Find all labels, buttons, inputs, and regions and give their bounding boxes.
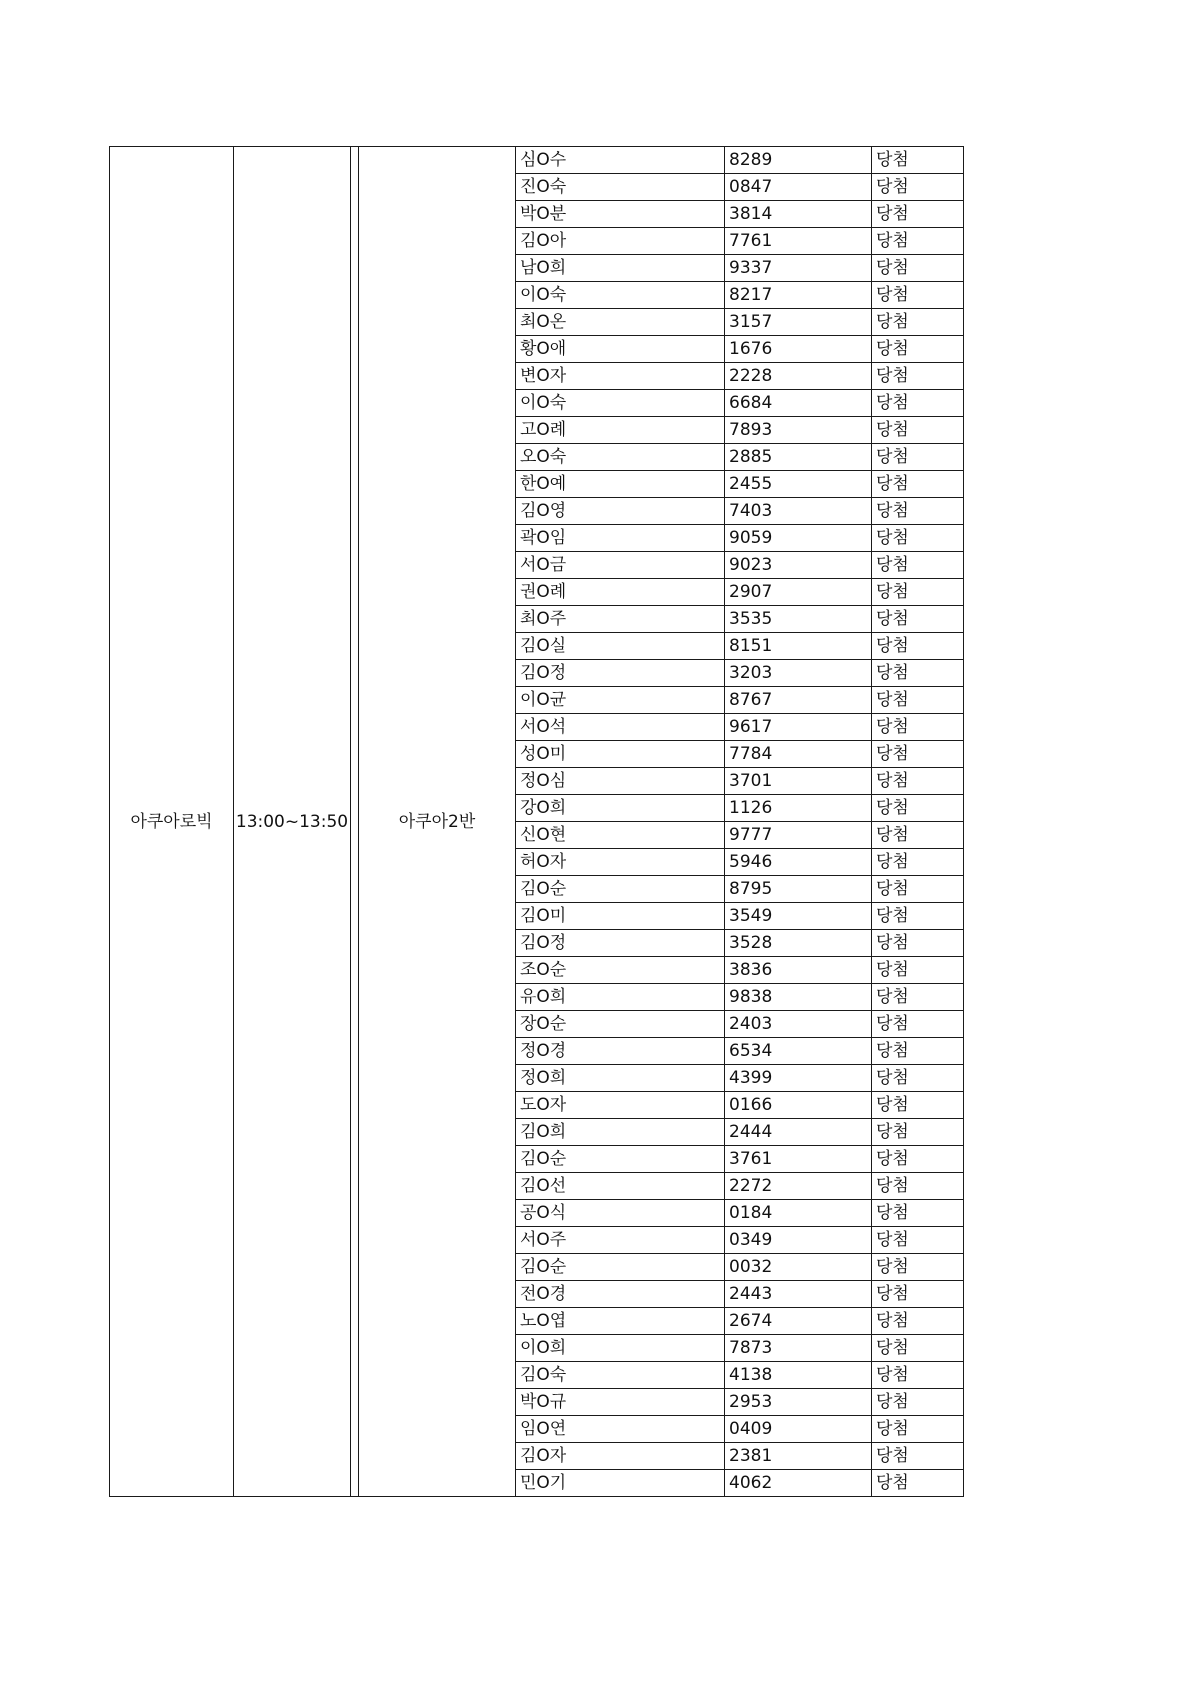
name-cell: 공O식 xyxy=(516,1200,725,1227)
number-cell: 9777 xyxy=(725,822,872,849)
result-cell: 당첨 xyxy=(872,849,964,876)
result-cell: 당첨 xyxy=(872,741,964,768)
name-cell: 김O순 xyxy=(516,1146,725,1173)
number-cell: 4062 xyxy=(725,1470,872,1497)
result-cell: 당첨 xyxy=(872,255,964,282)
result-cell: 당첨 xyxy=(872,309,964,336)
result-cell: 당첨 xyxy=(872,1389,964,1416)
result-cell: 당첨 xyxy=(872,1335,964,1362)
class-cell: 아쿠아2반 xyxy=(359,147,516,1497)
number-cell: 6684 xyxy=(725,390,872,417)
number-cell: 3814 xyxy=(725,201,872,228)
number-cell: 9023 xyxy=(725,552,872,579)
name-cell: 전O경 xyxy=(516,1281,725,1308)
result-cell: 당첨 xyxy=(872,822,964,849)
number-cell: 8767 xyxy=(725,687,872,714)
result-cell: 당첨 xyxy=(872,444,964,471)
number-cell: 3203 xyxy=(725,660,872,687)
number-cell: 3761 xyxy=(725,1146,872,1173)
name-cell: 박O규 xyxy=(516,1389,725,1416)
number-cell: 2674 xyxy=(725,1308,872,1335)
name-cell: 김O미 xyxy=(516,903,725,930)
result-cell: 당첨 xyxy=(872,633,964,660)
result-cell: 당첨 xyxy=(872,1011,964,1038)
result-cell: 당첨 xyxy=(872,201,964,228)
name-cell: 김O정 xyxy=(516,660,725,687)
result-cell: 당첨 xyxy=(872,903,964,930)
name-cell: 황O애 xyxy=(516,336,725,363)
result-cell: 당첨 xyxy=(872,876,964,903)
result-cell: 당첨 xyxy=(872,390,964,417)
number-cell: 8795 xyxy=(725,876,872,903)
number-cell: 7893 xyxy=(725,417,872,444)
name-cell: 이O균 xyxy=(516,687,725,714)
result-cell: 당첨 xyxy=(872,498,964,525)
name-cell: 조O순 xyxy=(516,957,725,984)
number-cell: 7873 xyxy=(725,1335,872,1362)
time-cell: 13:00~13:50 xyxy=(234,147,351,1497)
result-cell: 당첨 xyxy=(872,552,964,579)
result-cell: 당첨 xyxy=(872,606,964,633)
number-cell: 0184 xyxy=(725,1200,872,1227)
number-cell: 7761 xyxy=(725,228,872,255)
name-cell: 장O순 xyxy=(516,1011,725,1038)
result-cell: 당첨 xyxy=(872,768,964,795)
number-cell: 3836 xyxy=(725,957,872,984)
result-cell: 당첨 xyxy=(872,1308,964,1335)
number-cell: 2953 xyxy=(725,1389,872,1416)
result-cell: 당첨 xyxy=(872,984,964,1011)
number-cell: 0409 xyxy=(725,1416,872,1443)
name-cell: 변O자 xyxy=(516,363,725,390)
name-cell: 김O순 xyxy=(516,876,725,903)
number-cell: 3535 xyxy=(725,606,872,633)
result-cell: 당첨 xyxy=(872,1119,964,1146)
result-cell: 당첨 xyxy=(872,417,964,444)
number-cell: 2228 xyxy=(725,363,872,390)
result-cell: 당첨 xyxy=(872,336,964,363)
result-cell: 당첨 xyxy=(872,1200,964,1227)
name-cell: 김O순 xyxy=(516,1254,725,1281)
name-cell: 서O석 xyxy=(516,714,725,741)
name-cell: 신O현 xyxy=(516,822,725,849)
name-cell: 고O례 xyxy=(516,417,725,444)
result-cell: 당첨 xyxy=(872,1038,964,1065)
result-cell: 당첨 xyxy=(872,228,964,255)
name-cell: 김O정 xyxy=(516,930,725,957)
result-cell: 당첨 xyxy=(872,282,964,309)
name-cell: 유O희 xyxy=(516,984,725,1011)
result-cell: 당첨 xyxy=(872,525,964,552)
result-cell: 당첨 xyxy=(872,1254,964,1281)
name-cell: 김O영 xyxy=(516,498,725,525)
name-cell: 허O자 xyxy=(516,849,725,876)
result-cell: 당첨 xyxy=(872,174,964,201)
number-cell: 8217 xyxy=(725,282,872,309)
name-cell: 정O심 xyxy=(516,768,725,795)
result-cell: 당첨 xyxy=(872,363,964,390)
number-cell: 4138 xyxy=(725,1362,872,1389)
number-cell: 9337 xyxy=(725,255,872,282)
name-cell: 정O희 xyxy=(516,1065,725,1092)
number-cell: 0349 xyxy=(725,1227,872,1254)
number-cell: 7784 xyxy=(725,741,872,768)
number-cell: 9617 xyxy=(725,714,872,741)
table-body xyxy=(110,147,964,1497)
number-cell: 2272 xyxy=(725,1173,872,1200)
name-cell: 김O실 xyxy=(516,633,725,660)
number-cell: 1126 xyxy=(725,795,872,822)
result-cell: 당첨 xyxy=(872,1281,964,1308)
name-cell: 임O연 xyxy=(516,1416,725,1443)
number-cell: 1676 xyxy=(725,336,872,363)
name-cell: 이O숙 xyxy=(516,282,725,309)
spacer-cell xyxy=(351,147,359,1497)
name-cell: 권O례 xyxy=(516,579,725,606)
number-cell: 0032 xyxy=(725,1254,872,1281)
name-cell: 한O예 xyxy=(516,471,725,498)
result-cell: 당첨 xyxy=(872,714,964,741)
result-cell: 당첨 xyxy=(872,1443,964,1470)
name-cell: 이O희 xyxy=(516,1335,725,1362)
name-cell: 노O엽 xyxy=(516,1308,725,1335)
name-cell: 도O자 xyxy=(516,1092,725,1119)
name-cell: 서O주 xyxy=(516,1227,725,1254)
number-cell: 0847 xyxy=(725,174,872,201)
name-cell: 김O희 xyxy=(516,1119,725,1146)
result-cell: 당첨 xyxy=(872,471,964,498)
name-cell: 정O경 xyxy=(516,1038,725,1065)
name-cell: 이O숙 xyxy=(516,390,725,417)
result-cell: 당첨 xyxy=(872,1470,964,1497)
result-cell: 당첨 xyxy=(872,660,964,687)
lottery-result-table xyxy=(109,146,964,1497)
name-cell: 박O분 xyxy=(516,201,725,228)
result-cell: 당첨 xyxy=(872,1416,964,1443)
number-cell: 8289 xyxy=(725,147,872,174)
name-cell: 서O금 xyxy=(516,552,725,579)
name-cell: 남O희 xyxy=(516,255,725,282)
number-cell: 0166 xyxy=(725,1092,872,1119)
name-cell: 민O기 xyxy=(516,1470,725,1497)
number-cell: 8151 xyxy=(725,633,872,660)
result-cell: 당첨 xyxy=(872,1173,964,1200)
number-cell: 2444 xyxy=(725,1119,872,1146)
number-cell: 2455 xyxy=(725,471,872,498)
result-cell: 당첨 xyxy=(872,795,964,822)
number-cell: 3157 xyxy=(725,309,872,336)
name-cell: 김O아 xyxy=(516,228,725,255)
result-cell: 당첨 xyxy=(872,1065,964,1092)
result-cell: 당첨 xyxy=(872,1362,964,1389)
number-cell: 2381 xyxy=(725,1443,872,1470)
number-cell: 3701 xyxy=(725,768,872,795)
name-cell: 강O희 xyxy=(516,795,725,822)
number-cell: 2443 xyxy=(725,1281,872,1308)
table-row xyxy=(110,147,964,174)
result-cell: 당첨 xyxy=(872,930,964,957)
number-cell: 9059 xyxy=(725,525,872,552)
number-cell: 2403 xyxy=(725,1011,872,1038)
result-cell: 당첨 xyxy=(872,687,964,714)
name-cell: 심O수 xyxy=(516,147,725,174)
name-cell: 김O숙 xyxy=(516,1362,725,1389)
result-cell: 당첨 xyxy=(872,1092,964,1119)
name-cell: 진O숙 xyxy=(516,174,725,201)
name-cell: 성O미 xyxy=(516,741,725,768)
result-cell: 당첨 xyxy=(872,957,964,984)
number-cell: 4399 xyxy=(725,1065,872,1092)
name-cell: 곽O임 xyxy=(516,525,725,552)
program-cell: 아쿠아로빅 xyxy=(110,147,234,1497)
name-cell: 최O온 xyxy=(516,309,725,336)
result-cell: 당첨 xyxy=(872,579,964,606)
number-cell: 5946 xyxy=(725,849,872,876)
name-cell: 최O주 xyxy=(516,606,725,633)
number-cell: 3528 xyxy=(725,930,872,957)
number-cell: 9838 xyxy=(725,984,872,1011)
name-cell: 오O숙 xyxy=(516,444,725,471)
number-cell: 7403 xyxy=(725,498,872,525)
result-cell: 당첨 xyxy=(872,1227,964,1254)
number-cell: 6534 xyxy=(725,1038,872,1065)
result-cell: 당첨 xyxy=(872,1146,964,1173)
name-cell: 김O자 xyxy=(516,1443,725,1470)
number-cell: 2907 xyxy=(725,579,872,606)
number-cell: 3549 xyxy=(725,903,872,930)
result-cell: 당첨 xyxy=(872,147,964,174)
number-cell: 2885 xyxy=(725,444,872,471)
name-cell: 김O선 xyxy=(516,1173,725,1200)
